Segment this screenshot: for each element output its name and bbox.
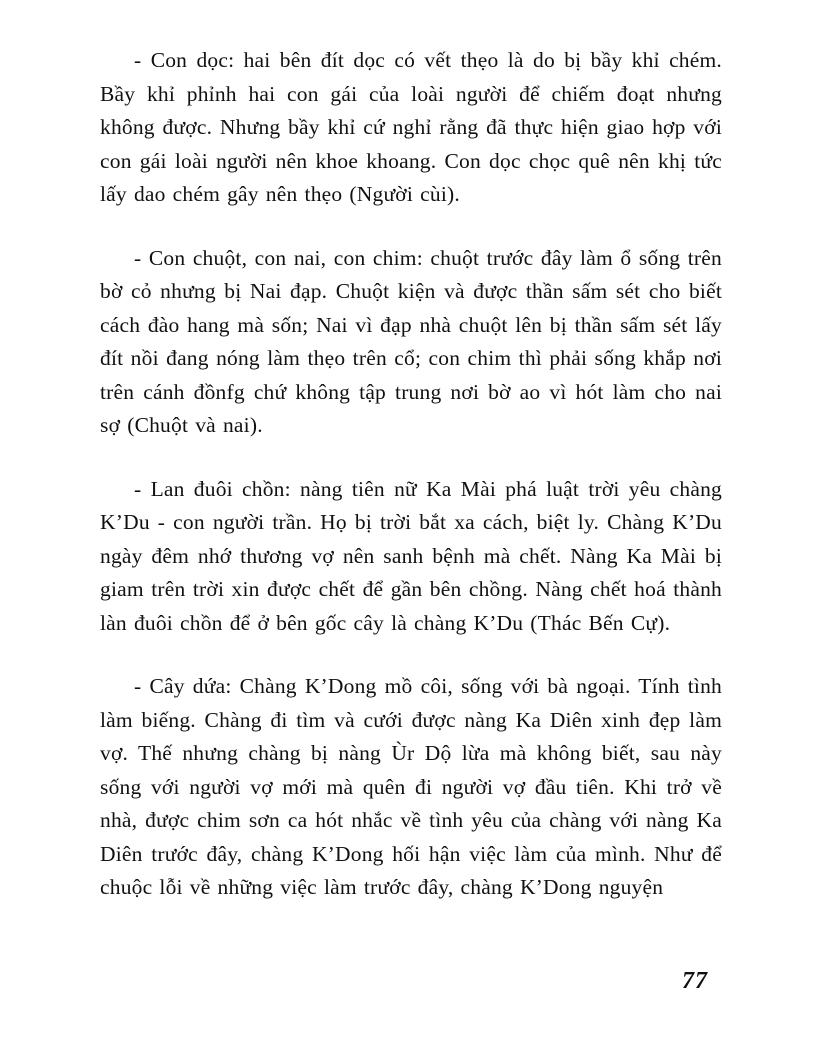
paragraph-con-doc: - Con dọc: hai bên đít dọc có vết thẹo là do bị bầy khỉ chém. Bầy khỉ phỉnh hai con gái của loài người để chiếm đoạt nhưng không được. Nhưng bầy khỉ cứ nghỉ rằng đã thực hiện giao hợp với con gái loài người nên khoe khoang. Con dọc chọc quê nên khị tức lấy dao chém gây nên thẹo (Người cùi).: [100, 48, 722, 206]
paragraph-con-chuot-nai-chim: - Con chuột, con nai, con chim: chuột trước đây làm ổ sống trên bờ cỏ nhưng bị Nai đạp. Chuột kiện và được thần sấm sét cho biết cách đào hang mà sốn; Nai vì đạp nhà chuột lên bị thần sấm sét lấy đít nồi đang nóng làm thẹo trên cổ; con chim thì phải sống khắp nơi trên cánh đồnfg chứ không tập trung nơi bờ ao vì hót làm cho nai sợ (Chuột và nai).: [100, 245, 722, 437]
body-text-block: [100, 44, 722, 935]
page-number: 77: [682, 968, 708, 994]
page-footer: [100, 968, 722, 995]
paragraph-lan-duoi-chon: - Lan đuôi chồn: nàng tiên nữ Ka Mài phá luật trời yêu chàng K’Du - con người trần. Họ bị trời bắt xa cách, biệt ly. Chàng K’Du ngày đêm nhớ thương vợ nên sanh bệnh mà chết. Nàng Ka Mài bị giam trên trời xin được chết để gần bên chồng. Nàng chết hoá thành làn đuôi chồn để ở bên gốc cây là chàng K’Du (Thác Bến Cự).: [100, 476, 722, 635]
paragraph-cay-dua: - Cây dứa: Chàng K’Dong mồ côi, sống với bà ngoại. Tính tình làm biếng. Chàng đi tìm và cưới được nàng Ka Diên xinh đẹp làm vợ. Thế nhưng chàng bị nàng Ùr Dộ lừa mà không biết, sau này sống với người vợ mới mà quên đi người vợ đầu tiên. Khi trở về nhà, được chim sơn ca hót nhắc về tình yêu của chàng với nàng Ka Diên trước đây, chàng K’Dong hối hận việc làm của mình. Như để chuộc lỗi về những việc làm trước đây, chàng K’Dong nguyện: [100, 674, 722, 899]
